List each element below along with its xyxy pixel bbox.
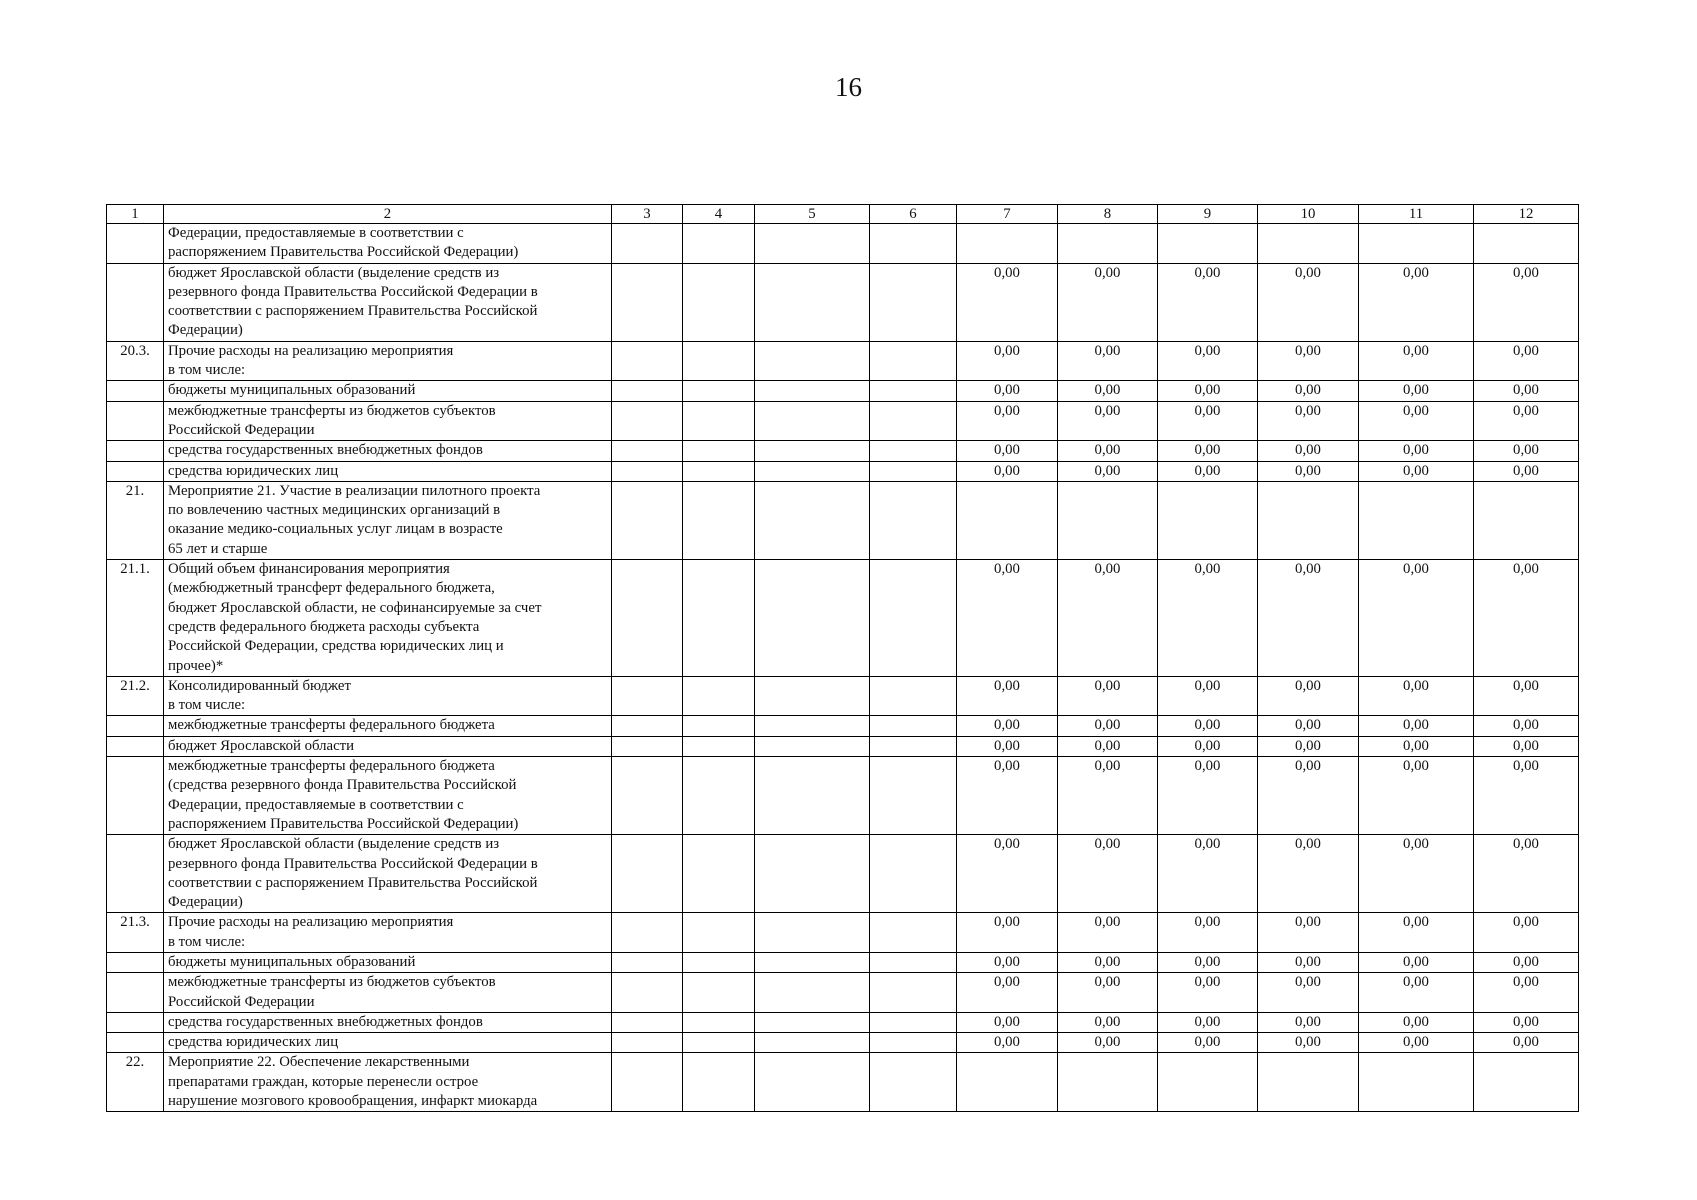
row-number-cell: 21.2. [107, 676, 164, 716]
empty-cell [870, 381, 957, 401]
value-cell: 0,00 [1058, 441, 1158, 461]
value-cell: 0,00 [1258, 341, 1359, 381]
table-row [107, 401, 1579, 441]
value-cell: 0,00 [1258, 461, 1359, 481]
row-number-cell: 20.3. [107, 341, 164, 381]
empty-cell [612, 441, 683, 461]
value-cell: 0,00 [957, 341, 1058, 381]
row-number-cell [107, 263, 164, 341]
row-description-cell: Прочие расходы на реализацию мероприятия в том числе: [164, 913, 612, 953]
value-cell: 0,00 [1258, 441, 1359, 461]
row-number-cell [107, 973, 164, 1013]
empty-cell [612, 973, 683, 1013]
value-cell: 0,00 [1474, 1033, 1579, 1053]
value-cell: 0,00 [1058, 736, 1158, 756]
row-description-cell: Мероприятие 21. Участие в реализации пилотного проекта по вовлечению частных медицинских организаций в оказание медико-социальных услуг лицам в возрасте 65 лет и старше [164, 481, 612, 559]
value-cell: 0,00 [1359, 952, 1474, 972]
empty-cell [755, 716, 870, 736]
table-body [107, 205, 1579, 1112]
row-number-cell: 21. [107, 481, 164, 559]
table-row [107, 716, 1579, 736]
column-header: 9 [1158, 205, 1258, 224]
table-row [107, 441, 1579, 461]
value-cell: 0,00 [957, 381, 1058, 401]
table-row [107, 560, 1579, 677]
row-description-cell: бюджеты муниципальных образований [164, 952, 612, 972]
value-cell: 0,00 [957, 1012, 1058, 1032]
table-row [107, 341, 1579, 381]
row-description-cell: средства юридических лиц [164, 1033, 612, 1053]
value-cell: 0,00 [1058, 341, 1158, 381]
table-row [107, 1033, 1579, 1053]
value-cell: 0,00 [1359, 913, 1474, 953]
empty-cell [755, 676, 870, 716]
value-cell: 0,00 [1158, 441, 1258, 461]
value-cell: 0,00 [1359, 757, 1474, 835]
value-cell: 0,00 [1158, 1033, 1258, 1053]
empty-cell [683, 1053, 755, 1112]
value-cell: 0,00 [1258, 952, 1359, 972]
empty-cell [683, 560, 755, 677]
value-cell [1474, 1053, 1579, 1112]
table-row [107, 481, 1579, 559]
value-cell [957, 481, 1058, 559]
empty-cell [683, 441, 755, 461]
row-number-cell [107, 1033, 164, 1053]
value-cell: 0,00 [1359, 736, 1474, 756]
value-cell: 0,00 [1359, 1033, 1474, 1053]
value-cell: 0,00 [1258, 1012, 1359, 1032]
empty-cell [755, 381, 870, 401]
row-number-cell [107, 461, 164, 481]
empty-cell [612, 481, 683, 559]
empty-cell [683, 224, 755, 264]
value-cell [1158, 481, 1258, 559]
value-cell: 0,00 [1258, 757, 1359, 835]
row-number-cell [107, 757, 164, 835]
value-cell: 0,00 [1158, 461, 1258, 481]
empty-cell [870, 461, 957, 481]
value-cell: 0,00 [957, 757, 1058, 835]
empty-cell [683, 676, 755, 716]
row-description-cell: Общий объем финансирования мероприятия (межбюджетный трансферт федерального бюджета, бюджет Ярославской области, не софинансируемые за счет средств федерального бюджета расходы субъекта Российской Федерации, средства юридических лиц и прочее)* [164, 560, 612, 677]
empty-cell [755, 1053, 870, 1112]
value-cell: 0,00 [1058, 1033, 1158, 1053]
empty-cell [755, 263, 870, 341]
table-row [107, 381, 1579, 401]
empty-cell [683, 952, 755, 972]
value-cell: 0,00 [1058, 560, 1158, 677]
empty-cell [755, 224, 870, 264]
value-cell: 0,00 [1158, 1012, 1258, 1032]
column-header: 6 [870, 205, 957, 224]
column-header: 11 [1359, 205, 1474, 224]
row-description-cell: межбюджетные трансферты из бюджетов субъектов Российской Федерации [164, 401, 612, 441]
empty-cell [612, 401, 683, 441]
value-cell: 0,00 [1258, 560, 1359, 677]
column-header: 8 [1058, 205, 1158, 224]
value-cell [957, 224, 1058, 264]
empty-cell [755, 1012, 870, 1032]
value-cell: 0,00 [1258, 263, 1359, 341]
table-row [107, 224, 1579, 264]
value-cell [1359, 481, 1474, 559]
value-cell: 0,00 [1359, 401, 1474, 441]
value-cell: 0,00 [957, 441, 1058, 461]
empty-cell [870, 757, 957, 835]
empty-cell [870, 973, 957, 1013]
empty-cell [755, 401, 870, 441]
value-cell [1158, 1053, 1258, 1112]
value-cell: 0,00 [1258, 913, 1359, 953]
row-number-cell: 21.3. [107, 913, 164, 953]
column-header: 7 [957, 205, 1058, 224]
value-cell: 0,00 [957, 676, 1058, 716]
value-cell: 0,00 [957, 716, 1058, 736]
value-cell [1359, 1053, 1474, 1112]
row-number-cell [107, 441, 164, 461]
value-cell: 0,00 [1474, 952, 1579, 972]
row-number-cell [107, 736, 164, 756]
value-cell: 0,00 [957, 835, 1058, 913]
value-cell: 0,00 [1474, 757, 1579, 835]
row-description-cell: средства юридических лиц [164, 461, 612, 481]
empty-cell [683, 341, 755, 381]
empty-cell [870, 263, 957, 341]
value-cell: 0,00 [1058, 716, 1158, 736]
empty-cell [612, 1053, 683, 1112]
empty-cell [870, 481, 957, 559]
empty-cell [870, 835, 957, 913]
table-row [107, 1053, 1579, 1112]
empty-cell [683, 1033, 755, 1053]
empty-cell [683, 835, 755, 913]
value-cell: 0,00 [1158, 973, 1258, 1013]
empty-cell [870, 401, 957, 441]
empty-cell [870, 560, 957, 677]
empty-cell [870, 441, 957, 461]
value-cell: 0,00 [1058, 401, 1158, 441]
value-cell: 0,00 [1474, 341, 1579, 381]
value-cell: 0,00 [957, 952, 1058, 972]
value-cell: 0,00 [1359, 381, 1474, 401]
empty-cell [870, 224, 957, 264]
value-cell: 0,00 [1158, 401, 1258, 441]
row-number-cell: 22. [107, 1053, 164, 1112]
value-cell: 0,00 [1474, 441, 1579, 461]
column-header: 2 [164, 205, 612, 224]
table-row [107, 461, 1579, 481]
table-row [107, 263, 1579, 341]
empty-cell [755, 952, 870, 972]
empty-cell [683, 381, 755, 401]
empty-cell [612, 560, 683, 677]
empty-cell [755, 341, 870, 381]
value-cell: 0,00 [1359, 560, 1474, 677]
table-row [107, 757, 1579, 835]
value-cell: 0,00 [1474, 736, 1579, 756]
value-cell: 0,00 [1359, 835, 1474, 913]
row-description-cell: бюджеты муниципальных образований [164, 381, 612, 401]
value-cell: 0,00 [1474, 381, 1579, 401]
row-description-cell: бюджет Ярославской области (выделение средств из резервного фонда Правительства Российской Федерации в соответствии с распоряжением Правительства Российской Федерации) [164, 263, 612, 341]
value-cell [1258, 481, 1359, 559]
row-description-cell: межбюджетные трансферты из бюджетов субъектов Российской Федерации [164, 973, 612, 1013]
empty-cell [612, 263, 683, 341]
empty-cell [755, 973, 870, 1013]
empty-cell [755, 560, 870, 677]
table-row [107, 952, 1579, 972]
empty-cell [870, 1053, 957, 1112]
row-number-cell [107, 716, 164, 736]
value-cell: 0,00 [1058, 973, 1158, 1013]
empty-cell [870, 341, 957, 381]
empty-cell [612, 461, 683, 481]
row-description-cell: межбюджетные трансферты федерального бюджета (средства резервного фонда Правительства Российской Федерации, предоставляемые в соответствии с распоряжением Правительства Российской Федерации) [164, 757, 612, 835]
value-cell: 0,00 [1258, 401, 1359, 441]
value-cell: 0,00 [1474, 913, 1579, 953]
value-cell [1058, 224, 1158, 264]
value-cell: 0,00 [1474, 835, 1579, 913]
table-row [107, 676, 1579, 716]
value-cell: 0,00 [957, 560, 1058, 677]
empty-cell [870, 736, 957, 756]
value-cell [1158, 224, 1258, 264]
value-cell [1474, 481, 1579, 559]
value-cell: 0,00 [1474, 263, 1579, 341]
value-cell: 0,00 [957, 263, 1058, 341]
empty-cell [870, 676, 957, 716]
table-row [107, 1012, 1579, 1032]
value-cell [957, 1053, 1058, 1112]
column-header: 5 [755, 205, 870, 224]
value-cell: 0,00 [1474, 973, 1579, 1013]
column-header: 12 [1474, 205, 1579, 224]
column-number-header-row [107, 205, 1579, 224]
value-cell: 0,00 [1258, 1033, 1359, 1053]
row-number-cell [107, 835, 164, 913]
empty-cell [683, 461, 755, 481]
empty-cell [612, 736, 683, 756]
value-cell: 0,00 [1474, 676, 1579, 716]
value-cell [1258, 1053, 1359, 1112]
empty-cell [683, 973, 755, 1013]
column-header: 4 [683, 205, 755, 224]
empty-cell [683, 736, 755, 756]
empty-cell [870, 913, 957, 953]
value-cell [1258, 224, 1359, 264]
table-row [107, 973, 1579, 1013]
value-cell: 0,00 [957, 1033, 1058, 1053]
value-cell: 0,00 [1359, 341, 1474, 381]
value-cell: 0,00 [1058, 835, 1158, 913]
empty-cell [683, 716, 755, 736]
empty-cell [612, 224, 683, 264]
value-cell: 0,00 [957, 736, 1058, 756]
value-cell: 0,00 [1058, 913, 1158, 953]
empty-cell [755, 736, 870, 756]
budget-table [106, 204, 1579, 1112]
value-cell: 0,00 [1359, 676, 1474, 716]
value-cell: 0,00 [1158, 263, 1258, 341]
empty-cell [870, 952, 957, 972]
row-description-cell: средства государственных внебюджетных фондов [164, 1012, 612, 1032]
empty-cell [683, 401, 755, 441]
row-number-cell [107, 381, 164, 401]
empty-cell [755, 913, 870, 953]
empty-cell [755, 757, 870, 835]
empty-cell [612, 381, 683, 401]
page-number: 16 [835, 72, 862, 102]
value-cell: 0,00 [1359, 461, 1474, 481]
row-description-cell: Федерации, предоставляемые в соответствии с распоряжением Правительства Российской Федерации) [164, 224, 612, 264]
column-header: 1 [107, 205, 164, 224]
row-number-cell [107, 952, 164, 972]
value-cell: 0,00 [1158, 757, 1258, 835]
row-description-cell: бюджет Ярославской области (выделение средств из резервного фонда Правительства Российской Федерации в соответствии с распоряжением Правительства Российской Федерации) [164, 835, 612, 913]
value-cell: 0,00 [1258, 716, 1359, 736]
value-cell: 0,00 [1158, 716, 1258, 736]
value-cell: 0,00 [1158, 341, 1258, 381]
column-header: 10 [1258, 205, 1359, 224]
row-description-cell: Консолидированный бюджет в том числе: [164, 676, 612, 716]
empty-cell [755, 1033, 870, 1053]
value-cell: 0,00 [1158, 736, 1258, 756]
table-row [107, 913, 1579, 953]
value-cell: 0,00 [1158, 381, 1258, 401]
value-cell: 0,00 [957, 461, 1058, 481]
value-cell: 0,00 [957, 973, 1058, 1013]
value-cell: 0,00 [1359, 441, 1474, 461]
row-number-cell: 21.1. [107, 560, 164, 677]
value-cell: 0,00 [1258, 676, 1359, 716]
value-cell [1359, 224, 1474, 264]
row-description-cell: средства государственных внебюджетных фондов [164, 441, 612, 461]
value-cell [1474, 224, 1579, 264]
empty-cell [612, 1012, 683, 1032]
value-cell: 0,00 [1058, 263, 1158, 341]
empty-cell [612, 757, 683, 835]
empty-cell [612, 341, 683, 381]
table-row [107, 736, 1579, 756]
value-cell: 0,00 [1258, 835, 1359, 913]
value-cell: 0,00 [1058, 1012, 1158, 1032]
value-cell: 0,00 [1474, 716, 1579, 736]
table-row [107, 835, 1579, 913]
empty-cell [612, 952, 683, 972]
row-description-cell: Мероприятие 22. Обеспечение лекарственными препаратами граждан, которые перенесли острое нарушение мозгового кровообращения, инфаркт миокарда [164, 1053, 612, 1112]
value-cell: 0,00 [957, 401, 1058, 441]
value-cell: 0,00 [1058, 461, 1158, 481]
empty-cell [755, 461, 870, 481]
value-cell: 0,00 [1058, 676, 1158, 716]
empty-cell [612, 913, 683, 953]
value-cell: 0,00 [1258, 381, 1359, 401]
value-cell: 0,00 [1158, 952, 1258, 972]
row-number-cell [107, 224, 164, 264]
value-cell: 0,00 [1158, 913, 1258, 953]
value-cell: 0,00 [1474, 401, 1579, 441]
value-cell: 0,00 [1158, 560, 1258, 677]
empty-cell [755, 441, 870, 461]
empty-cell [612, 835, 683, 913]
empty-cell [755, 835, 870, 913]
empty-cell [683, 481, 755, 559]
value-cell: 0,00 [1359, 716, 1474, 736]
value-cell: 0,00 [1158, 676, 1258, 716]
row-description-cell: Прочие расходы на реализацию мероприятия в том числе: [164, 341, 612, 381]
row-description-cell: межбюджетные трансферты федерального бюджета [164, 716, 612, 736]
value-cell: 0,00 [1258, 973, 1359, 1013]
value-cell [1058, 1053, 1158, 1112]
value-cell: 0,00 [1474, 1012, 1579, 1032]
empty-cell [683, 1012, 755, 1032]
empty-cell [870, 1033, 957, 1053]
row-number-cell [107, 401, 164, 441]
empty-cell [683, 913, 755, 953]
empty-cell [683, 757, 755, 835]
value-cell: 0,00 [1058, 952, 1158, 972]
value-cell: 0,00 [1359, 263, 1474, 341]
value-cell: 0,00 [1058, 757, 1158, 835]
value-cell: 0,00 [1474, 560, 1579, 677]
value-cell: 0,00 [1359, 973, 1474, 1013]
empty-cell [612, 676, 683, 716]
value-cell: 0,00 [1359, 1012, 1474, 1032]
column-header: 3 [612, 205, 683, 224]
value-cell: 0,00 [1158, 835, 1258, 913]
empty-cell [683, 263, 755, 341]
empty-cell [612, 716, 683, 736]
value-cell: 0,00 [1058, 381, 1158, 401]
row-description-cell: бюджет Ярославской области [164, 736, 612, 756]
value-cell: 0,00 [1474, 461, 1579, 481]
value-cell: 0,00 [957, 913, 1058, 953]
empty-cell [870, 716, 957, 736]
empty-cell [612, 1033, 683, 1053]
empty-cell [755, 481, 870, 559]
value-cell [1058, 481, 1158, 559]
value-cell: 0,00 [1258, 736, 1359, 756]
row-number-cell [107, 1012, 164, 1032]
empty-cell [870, 1012, 957, 1032]
